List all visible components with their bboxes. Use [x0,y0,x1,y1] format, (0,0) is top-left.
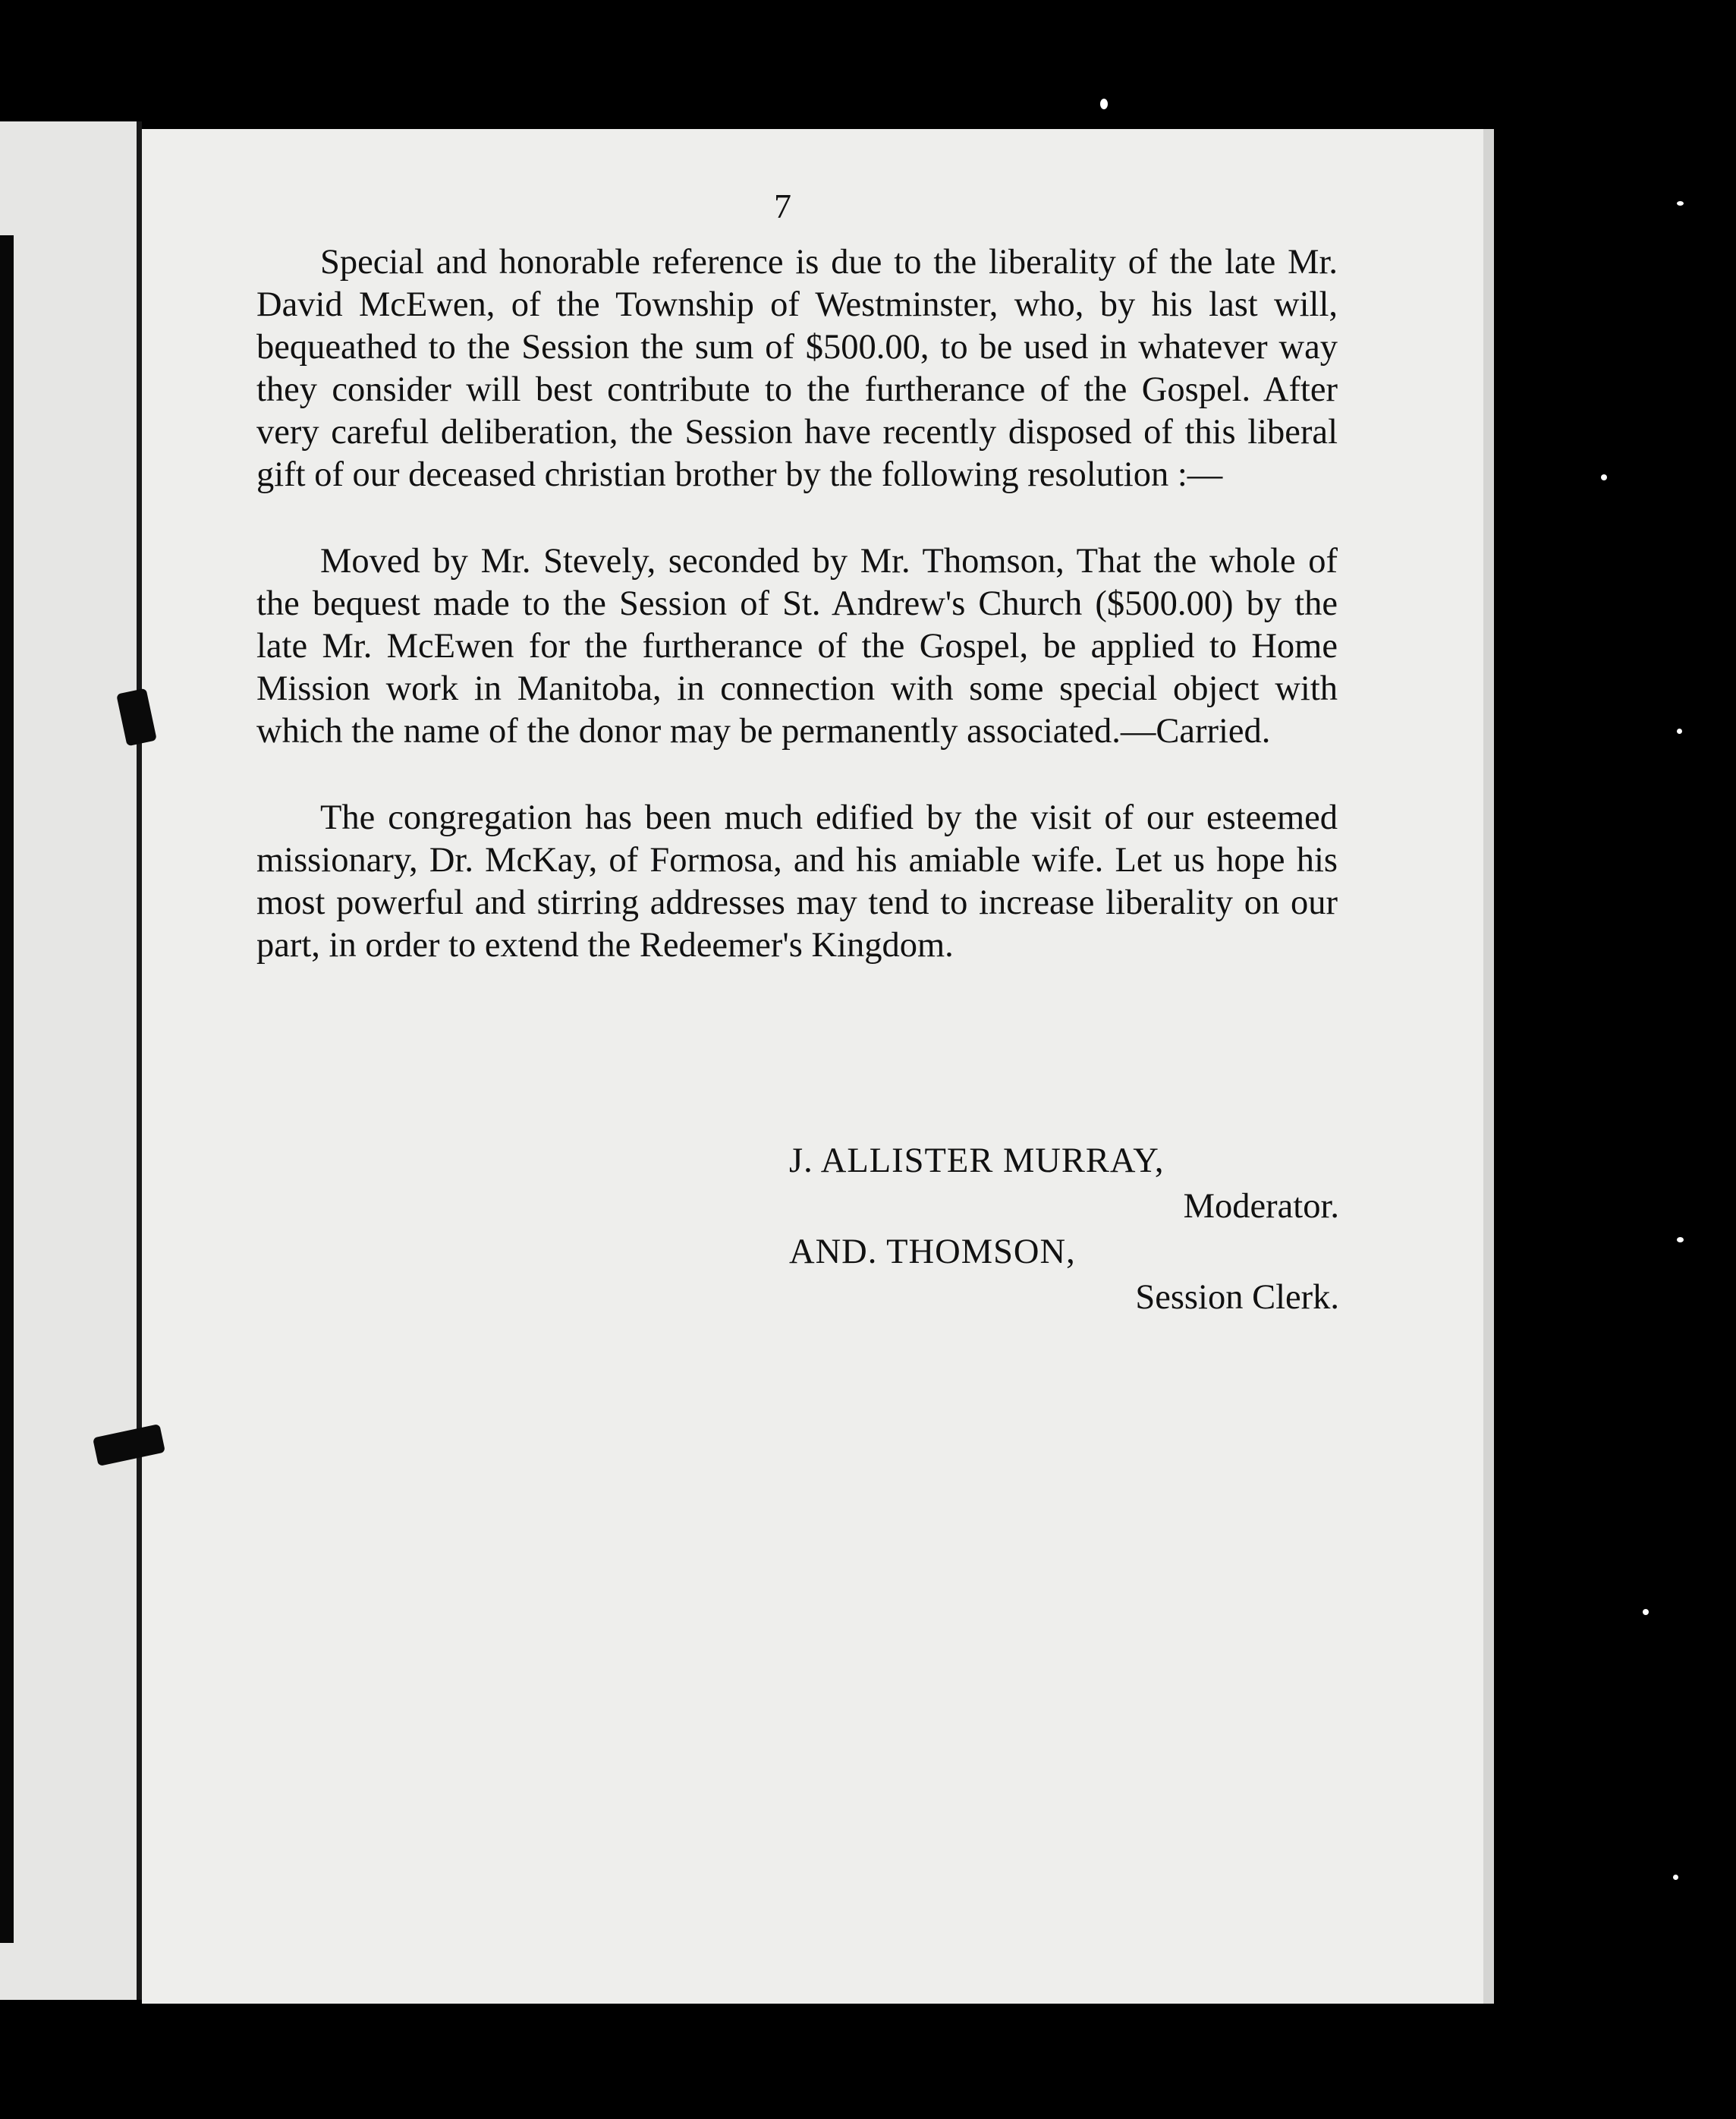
moderator-title: Moderator. [1183,1187,1339,1226]
scan-speck [1601,474,1607,480]
clerk-name: AND. THOMSON, [789,1233,1076,1271]
scan-speck [1100,99,1108,109]
paragraph-missionary-visit: The congregation has been much edified by the visit of our esteemed missionary, Dr. McKay, of Formosa, and his amiable wife. Let us hope his most powerful and stirring addresses may tend to increase liberality on our part, in order to extend the Redeemer's Kingdom. [256,798,1338,965]
signature-block [789,1138,1339,1321]
paragraph-bequest: Special and honorable reference is due to the liberality of the late Mr. David McEwen, of the Township of Westminster, who, by his last will, bequeathed to the Session the sum of $500.00, to be used in whatever way they consider will best contribute to the furtherance of the Gospel. After very careful deliberation, the Session have recently disposed of this liberal gift of our deceased christian brother by the following resolution :— [256,243,1338,494]
scan-speck [1677,1237,1684,1242]
left-page-edge [0,121,137,2000]
moderator-name: J. ALLISTER MURRAY, [789,1141,1165,1180]
scan-speck [1677,729,1682,734]
page-number: 7 [774,187,791,225]
book-spine [137,121,142,2000]
clerk-title: Session Clerk. [1135,1278,1339,1317]
scan-speck [1677,201,1684,206]
paragraph-resolution: Moved by Mr. Stevely, seconded by Mr. Thomson, That the whole of the bequest made to the Session of St. Andrew's Church ($500.00) by the late Mr. McEwen for the furtherance of the Gospel, be applied to Home Mission work in Manitoba, in connection with some special object with which the name of the donor may be permanently associated.—Carried. [256,542,1338,751]
left-page-shadow [0,235,14,1943]
body-text [256,241,1338,1011]
scan-speck [1673,1875,1678,1880]
scan-speck [1643,1609,1649,1615]
